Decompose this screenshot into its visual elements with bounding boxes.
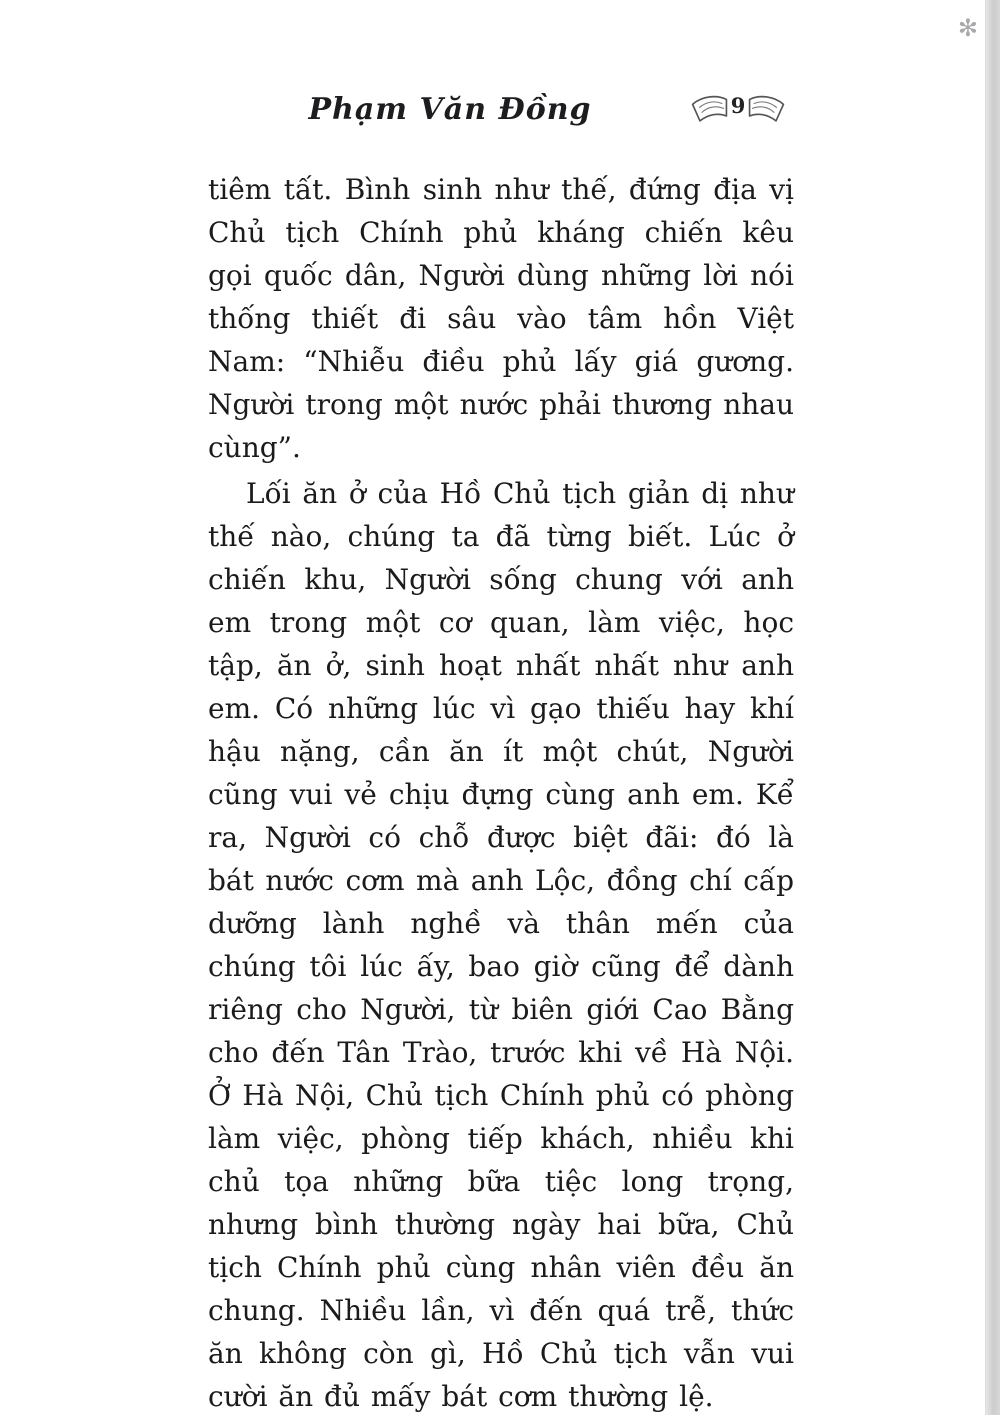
page-header (0, 86, 1000, 138)
flower-ornament-icon: ✻ (957, 14, 978, 42)
open-book-icon (688, 86, 788, 134)
scan-edge-strip (985, 0, 1000, 1415)
running-head-author: Phạm Văn Đồng (308, 92, 592, 127)
paragraph: Lối ăn ở của Hồ Chủ tịch giản dị như thế nào, chúng ta đã từng biết. Lúc ở chiến khu, Người sống chung với anh em trong một cơ quan, làm việc, học tập, ăn ở, sinh hoạt nhất nhất như anh em. Có những lúc vì gạo thiếu hay khí hậu nặng, cần ăn ít một chút, Người cũng vui vẻ chịu đựng cùng anh em. Kể ra, Người có chỗ được biệt đãi: đó là bát nước cơm mà anh Lộc, đồng chí cấp dưỡng lành nghề và thân mến của chúng tôi lúc ấy, bao giờ cũng để dành riêng cho Người, từ biên giới Cao Bằng cho đến Tân Trào, trước khi về Hà Nội. Ở Hà Nội, Chủ tịch Chính phủ có phòng làm việc, phòng tiếp khách, nhiều khi chủ tọa những bữa tiệc long trọng, nhưng bình thường ngày hai bữa, Chủ tịch Chính phủ cùng nhân viên đều ăn chung. Nhiều lần, vì đến quá trễ, thức ăn không còn gì, Hồ Chủ tịch vẫn vui cười ăn đủ mấy bát cơm thường lệ. (208, 477, 794, 1413)
paragraph: tiêm tất. Bình sinh như thế, đứng địa vị Chủ tịch Chính phủ kháng chiến kêu gọi quốc dân, Người dùng những lời nói thống thiết đi sâu vào tâm hồn Việt Nam: “Nhiễu điều phủ lấy giá gương. Người trong một nước phải thương nhau cùng”. (208, 173, 794, 464)
page-body (208, 168, 794, 1415)
page-number: 9 (730, 93, 746, 118)
